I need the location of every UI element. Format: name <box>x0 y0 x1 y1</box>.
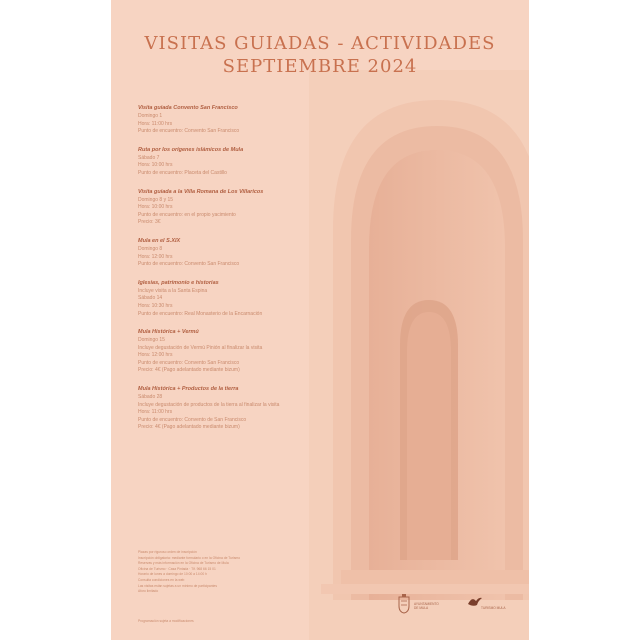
footer-line: Oficina de Turismo · Casa Pintada · Tlf. 968 66 15 01 <box>138 566 216 571</box>
event-title: Iglesias, patrimonio e historias <box>138 279 219 286</box>
footer-line: Reservas y más información en la Oficina de Turismo de Mula <box>138 561 229 566</box>
poster <box>111 0 529 640</box>
event-time: Hora: 11:00 hrs <box>138 409 173 416</box>
event-note: Incluye degustación de Vermú Pinión al finalizar la visita <box>138 344 263 351</box>
event-time: Hora: 10:00 hrs <box>138 204 173 211</box>
event-time: Hora: 10:30 hrs <box>138 302 173 309</box>
event-price: Precio: 4€ (Pago adelantado mediante bizum) <box>138 424 240 431</box>
event-item <box>138 328 398 375</box>
footer-line: Aforo limitado <box>138 589 159 594</box>
event-meeting-point: Punto de encuentro: Convento San Francisco <box>138 128 240 135</box>
event-date: Sábado 28 <box>138 394 163 401</box>
footer-line: Horario de lunes a domingo de 10:00 a 14:00 h <box>138 572 207 577</box>
event-meeting-point: Punto de encuentro: en el propio yacimiento <box>138 211 236 218</box>
event-time: Hora: 10:00 hrs <box>138 162 173 169</box>
event-item <box>138 237 398 269</box>
turismo-logo <box>467 594 511 616</box>
title-line-1: VISITAS GUIADAS - ACTIVIDADES <box>144 33 496 54</box>
footer-line: Plazas por riguroso orden de inscripción <box>138 550 197 554</box>
event-meeting-point: Punto de encuentro: Convento San Francisco <box>138 359 240 366</box>
event-date: Sábado 7 <box>138 154 160 161</box>
event-title: Mula Histórica + Productos de la tierra <box>138 386 239 393</box>
event-item <box>138 146 398 178</box>
ayuntamiento-logo <box>397 594 445 616</box>
footer-line: Inscripción obligatoria: mediante formulario o en la Oficina de Turismo <box>138 555 241 560</box>
event-meeting-point: Punto de encuentro: Real Monasterio de la Encarnación <box>138 310 263 317</box>
title-line-2: SEPTIEMBRE 2024 <box>222 56 418 77</box>
event-date: Domingo 8 y 15 <box>138 196 174 203</box>
event-date: Sábado 14 <box>138 295 163 302</box>
logo2-text: TURISMO MULA <box>481 606 506 610</box>
event-item <box>138 279 398 318</box>
event-date: Domingo 1 <box>138 113 163 119</box>
logo1-text: AYUNTAMIENTO DE MULA <box>414 602 439 610</box>
event-title: Ruta por los orígenes islámicos de Mula <box>138 146 244 153</box>
event-item <box>138 104 398 136</box>
event-title: Mula Histórica + Vermú <box>138 329 199 336</box>
event-title: Mula en el S.XIX <box>138 237 181 244</box>
event-note: Incluye visita a la Santa Espina <box>138 287 208 294</box>
event-time: Hora: 11:00 hrs <box>138 120 173 127</box>
coat-of-arms-icon <box>397 594 411 614</box>
event-meeting-point: Punto de encuentro: Convento San Francisco <box>138 261 240 268</box>
event-title: Visita guiada a la Villa Romana de Los Villaricos <box>138 188 264 195</box>
event-meeting-point: Punto de encuentro: Convento de San Francisco <box>138 416 247 423</box>
event-price: Precio: 3€ <box>138 219 161 226</box>
event-title: Visita guiada Convento San Francisco <box>138 105 238 111</box>
event-price: Precio: 4€ (Pago adelantado mediante bizum) <box>138 367 240 374</box>
event-item <box>138 188 398 227</box>
event-date: Domingo 8 <box>138 245 163 252</box>
event-date: Domingo 15 <box>138 337 165 344</box>
event-time: Hora: 12:00 hrs <box>138 352 173 359</box>
footer-line: Consulta condiciones en la web <box>138 577 185 582</box>
footer-note: Programación sujeta a modificaciones <box>138 619 194 623</box>
event-meeting-point: Punto de encuentro: Placeta del Castillo <box>138 169 227 176</box>
event-time: Hora: 12:00 hrs <box>138 253 173 260</box>
events-list <box>138 104 398 442</box>
event-note: Incluye degustación de productos de la tierra al finalizar la visita <box>138 401 280 408</box>
footer-info <box>138 550 298 595</box>
event-item <box>138 385 398 432</box>
footer-line: Las visitas están sujetas a un mínimo de participantes <box>138 583 217 588</box>
